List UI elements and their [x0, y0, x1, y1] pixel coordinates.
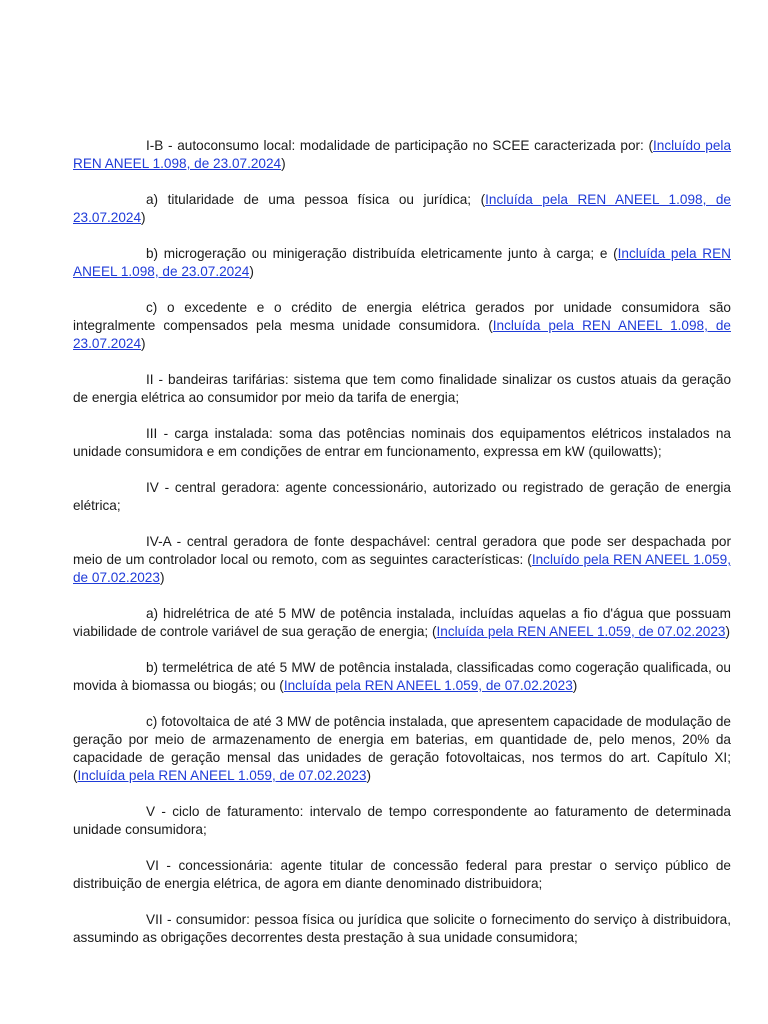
- amendment-link[interactable]: Incluída pela REN ANEEL 1.098, de 23.07.2024: [73, 318, 731, 351]
- paragraph-text: c) fotovoltaica de até 3 MW de potência instalada, que apresentem capacidade de modulação de geração por meio de armazenamento de energia em baterias, em quantidade de, pelo menos, 20% da capacidade de geração mensal das unidades de geração fotovoltaicas, nos termos do art. Capítulo XI; (: [73, 714, 731, 783]
- paragraph-text: I-B - autoconsumo local: modalidade de participação no SCEE caracterizada por: (: [146, 138, 654, 153]
- paragraph-i-b: [73, 137, 731, 173]
- paragraph-text: VI - concessionária: agente titular de concessão federal para prestar o serviço público de distribuição de energia elétrica, de agora em diante denominado distribuidora;: [73, 858, 731, 891]
- paragraph-iv-a-b: [73, 659, 731, 695]
- paragraph-text: c) o excedente e o crédito de energia elétrica gerados por unidade consumidora são integralmente compensados pela mesma unidade consumidora. (: [73, 300, 731, 333]
- paragraph-text: II - bandeiras tarifárias: sistema que tem como finalidade sinalizar os custos atuais da geração de energia elétrica ao consumidor por meio da tarifa de energia;: [73, 372, 731, 405]
- paragraph-iv: [73, 479, 731, 515]
- paragraph-suffix: ): [141, 210, 146, 225]
- paragraph-suffix: ): [141, 336, 146, 351]
- amendment-link[interactable]: Incluída pela REN ANEEL 1.098, de 23.07.2024: [73, 246, 731, 279]
- paragraph-text: a) titularidade de uma pessoa física ou jurídica; (: [146, 192, 486, 207]
- amendment-link[interactable]: Incluída pela REN ANEEL 1.098, de 23.07.2024: [73, 192, 731, 225]
- paragraph-iv-a: [73, 533, 731, 587]
- paragraph-suffix: ): [249, 264, 254, 279]
- paragraph-text: VII - consumidor: pessoa física ou jurídica que solicite o fornecimento do serviço à distribuidora, assumindo as obrigações decorrentes desta prestação à sua unidade consumidora;: [73, 912, 731, 945]
- paragraph-text: V - ciclo de faturamento: intervalo de tempo correspondente ao faturamento de determinada unidade consumidora;: [73, 804, 731, 837]
- paragraph-iv-a-a: [73, 605, 731, 641]
- paragraph-suffix: ): [725, 624, 730, 639]
- paragraph-vii: [73, 911, 731, 947]
- paragraph-suffix: ): [572, 678, 578, 693]
- paragraph-i-b-a: [73, 191, 731, 227]
- paragraph-text: IV - central geradora: agente concessionário, autorizado ou registrado de geração de energia elétrica;: [73, 480, 731, 513]
- paragraph-iii: [73, 425, 731, 461]
- paragraph-suffix: ): [366, 768, 372, 783]
- paragraph-text: b) microgeração ou minigeração distribuída eletricamente junto à carga; e (: [146, 246, 618, 261]
- paragraph-text: III - carga instalada: soma das potências nominais dos equipamentos elétricos instalados na unidade consumidora e em condições de entrar em funcionamento, expressa em kW (quilowatts);: [73, 426, 731, 459]
- amendment-link[interactable]: Incluída pela REN ANEEL 1.059, de 07.02.2023: [436, 624, 726, 639]
- paragraph-ii: [73, 371, 731, 407]
- paragraph-vi: [73, 857, 731, 893]
- amendment-link[interactable]: Incluído pela REN ANEEL 1.059, de 07.02.2023: [73, 552, 731, 585]
- paragraph-i-b-c: [73, 299, 731, 353]
- paragraph-i-b-b: [73, 245, 731, 281]
- amendment-link[interactable]: Incluída pela REN ANEEL 1.059, de 07.02.2023: [77, 768, 367, 783]
- paragraph-suffix: ): [281, 156, 286, 171]
- paragraph-text: b) termelétrica de até 5 MW de potência instalada, classificadas como cogeração qualificada, ou movida à biomassa ou biogás; ou (: [73, 660, 731, 693]
- paragraph-suffix: ): [159, 570, 165, 585]
- paragraph-v: [73, 803, 731, 839]
- document-page: [73, 137, 731, 965]
- paragraph-text: a) hidrelétrica de até 5 MW de potência instalada, incluídas aquelas a fio d'água que possuam viabilidade de controle variável de sua geração de energia; (: [73, 606, 731, 639]
- paragraph-text: IV-A - central geradora de fonte despachável: central geradora que pode ser despachada por meio de um controlador local ou remoto, com as seguintes características: (: [73, 534, 731, 567]
- amendment-link[interactable]: Incluída pela REN ANEEL 1.059, de 07.02.2023: [283, 678, 573, 693]
- amendment-link[interactable]: Incluído pela REN ANEEL 1.098, de 23.07.2024: [73, 138, 731, 171]
- paragraph-iv-a-c: [73, 713, 731, 785]
